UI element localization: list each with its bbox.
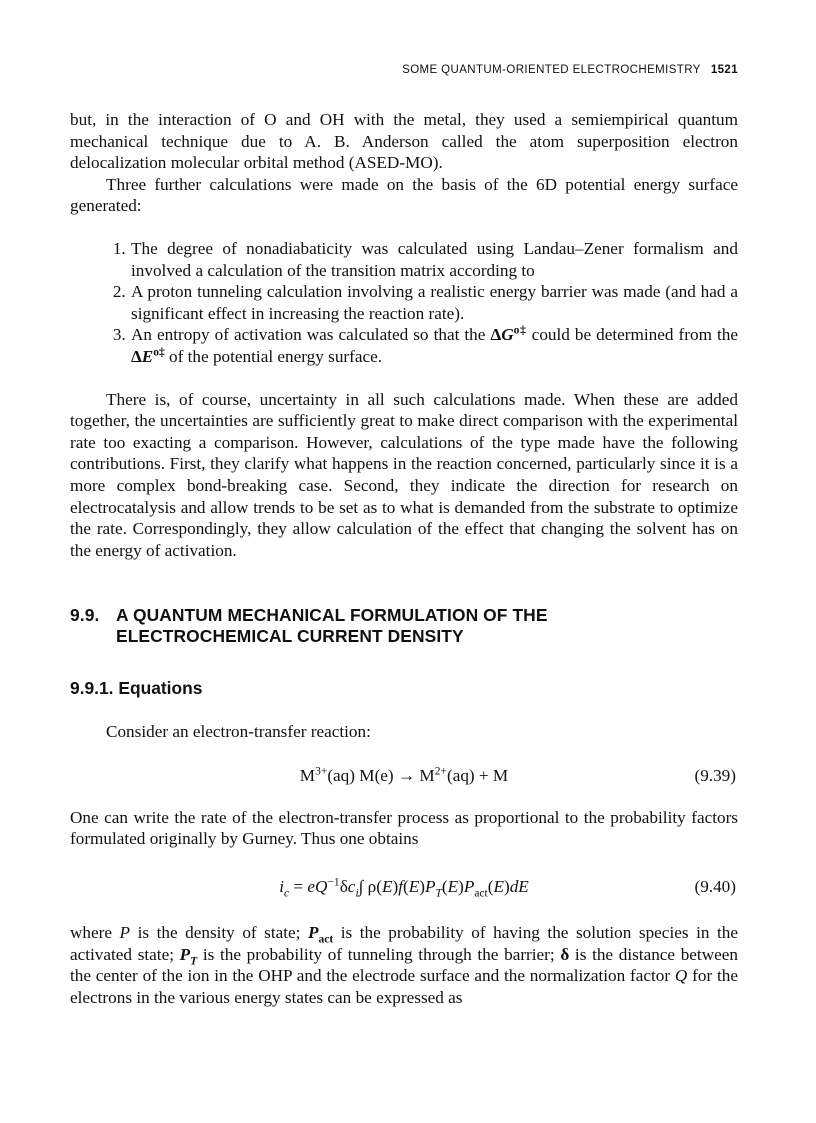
equation-expression: $M^{3+}(aq) M(e) \to M^{2+}(aq) + M$ (299, 765, 509, 785)
section-number: 9.9. (70, 605, 100, 626)
list-item-text: of the potential energy surface. (164, 346, 383, 366)
equation-9-39 (70, 765, 738, 791)
paragraph-3: There is, of course, uncertainty in all such calculations made. When these are added together, the uncertainties are sufficiently great to make direct comparison with the experimental rate too exacting a comparison. However, calculations of the type made have the following contributions. First, they clarify what happens in the reaction concerned, particularly since it is a more complex bond-breaking case. Second, they indicate the direction for research on electrocatalysis and allow trends to be set as to what is demanded from the substrate to optimize the rate. Correspondingly, they allow calculation of the effect that changing the solvent has on the energy of activation. (70, 389, 738, 560)
subsection-heading (70, 678, 738, 699)
calculation-list (70, 238, 738, 368)
paragraph-2: Three further calculations were made on the basis of the 6D potential energy surface generated: (70, 174, 738, 216)
list-item-text: An entropy of activation was calculated so that the (131, 325, 491, 345)
list-item-text: could be determined from the (526, 325, 738, 345)
paragraph-1: but, in the interaction of O and OH with the metal, they used a semiempirical quantum mechanical technique due to A. B. Anderson called the atom superposition electron delocalization molecular orbital method (ASED-MO). (70, 110, 738, 173)
equation-9-40 (70, 876, 738, 902)
list-item: 1. The degree of nonadiabaticity was calculated using Landau–Zener formalism and involved a calculation of the transition matrix according to (130, 238, 738, 281)
paragraph-6: where P is the density of state; $P_{act}$ is the probability of having the solution species in the activated state; $P_T$ is the probability of tunneling through the barrier; δ is the distance between the center of the ion in the OHP and the electrode surface and the normalization factor Q for the electrons in the various energy states can be expressed as (70, 923, 738, 1007)
delta-e-symbol: $\Delta E^{o\ddagger}$ (131, 346, 165, 366)
subsection-title: Equations (118, 678, 203, 699)
section-title-line-2: ELECTROCHEMICAL CURRENT DENSITY (116, 626, 464, 647)
delta-g-symbol: $\Delta G^{o\ddagger}$ (490, 324, 527, 345)
equation-number: (9.39) (694, 765, 736, 785)
subsection-number: 9.9.1. (70, 678, 114, 699)
equation-expression: $i_c = eQ^{-1}\delta c_i\int$ $\rho(E)f(E)P_T(E)P_{act}(E)dE$ (279, 876, 529, 900)
running-header (0, 64, 738, 76)
running-title: SOME QUANTUM-ORIENTED ELECTROCHEMISTRY (402, 64, 701, 76)
page-number: 1521 (710, 64, 738, 76)
equation-number: (9.40) (694, 877, 736, 897)
paragraph-4: Consider an electron-transfer reaction: (106, 722, 371, 742)
section-title-line-1: A QUANTUM MECHANICAL FORMULATION OF THE (116, 605, 548, 626)
section-heading (70, 605, 738, 647)
page-body (70, 109, 738, 1008)
paragraph-5: One can write the rate of the electron-transfer process as proportional to the probability factors formulated originally by Gurney. Thus one obtains (70, 807, 738, 849)
list-item (130, 324, 738, 367)
list-item: 2. A proton tunneling calculation involving a realistic energy barrier was made (and had a significant effect in increasing the reaction rate). (130, 281, 738, 324)
